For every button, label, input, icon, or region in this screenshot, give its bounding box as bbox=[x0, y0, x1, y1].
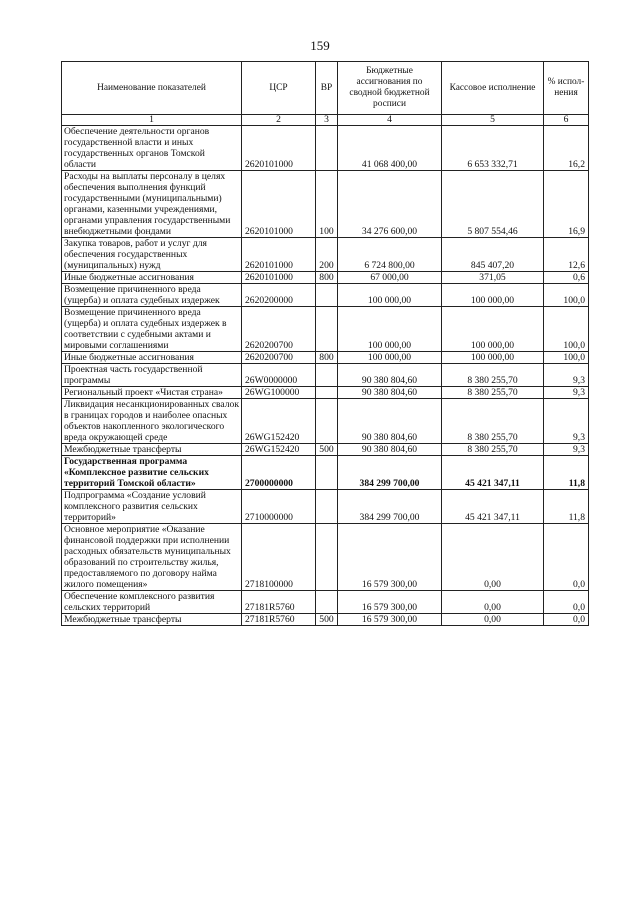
row-budget-cell: 100 000,00 bbox=[338, 284, 442, 307]
budget-table bbox=[61, 61, 589, 626]
row-pct-cell: 9,3 bbox=[544, 364, 589, 387]
row-cash-cell: 45 421 347,11 bbox=[442, 490, 544, 524]
row-pct-cell: 0,6 bbox=[544, 272, 589, 284]
row-name-cell: Межбюджетные трансферты bbox=[62, 444, 242, 456]
row-name-cell: Межбюджетные трансферты bbox=[62, 614, 242, 626]
table-row bbox=[62, 307, 589, 352]
table-row bbox=[62, 126, 589, 171]
row-vr-cell bbox=[316, 126, 338, 171]
table-row bbox=[62, 456, 589, 490]
row-vr-cell bbox=[316, 456, 338, 490]
row-vr-cell: 500 bbox=[316, 614, 338, 626]
row-budget-cell: 34 276 600,00 bbox=[338, 171, 442, 238]
row-vr-cell: 100 bbox=[316, 171, 338, 238]
row-pct-cell: 100,0 bbox=[544, 307, 589, 352]
row-pct-cell: 16,9 bbox=[544, 171, 589, 238]
row-csr-cell: 2620200700 bbox=[242, 352, 316, 364]
row-csr-cell: 2620101000 bbox=[242, 272, 316, 284]
table-row bbox=[62, 614, 589, 626]
row-vr-cell bbox=[316, 524, 338, 591]
row-name-cell: Ликвидация несанкционированных свалок в границах городов и наиболее опасных объектов накопленного экологического вреда окружающей среде bbox=[62, 399, 242, 444]
table-body bbox=[62, 126, 589, 626]
row-name-cell: Иные бюджетные ассигнования bbox=[62, 272, 242, 284]
row-name-cell: Региональный проект «Чистая страна» bbox=[62, 387, 242, 399]
row-cash-cell: 100 000,00 bbox=[442, 352, 544, 364]
row-csr-cell: 2700000000 bbox=[242, 456, 316, 490]
header-name: Наименование показателей bbox=[62, 62, 242, 115]
row-budget-cell: 384 299 700,00 bbox=[338, 456, 442, 490]
row-pct-cell: 11,8 bbox=[544, 490, 589, 524]
table-row bbox=[62, 238, 589, 272]
table-row bbox=[62, 387, 589, 399]
row-name-cell: Иные бюджетные ассигнования bbox=[62, 352, 242, 364]
row-cash-cell: 8 380 255,70 bbox=[442, 399, 544, 444]
row-vr-cell bbox=[316, 387, 338, 399]
header-budget: Бюджетные ассигнования по сводной бюджетной росписи bbox=[338, 62, 442, 115]
row-cash-cell: 0,00 bbox=[442, 591, 544, 614]
row-csr-cell: 26W0000000 bbox=[242, 364, 316, 387]
row-pct-cell: 9,3 bbox=[544, 444, 589, 456]
row-vr-cell: 200 bbox=[316, 238, 338, 272]
column-number: 3 bbox=[316, 115, 338, 126]
row-pct-cell: 0,0 bbox=[544, 524, 589, 591]
row-pct-cell: 12,6 bbox=[544, 238, 589, 272]
column-number: 5 bbox=[442, 115, 544, 126]
header-csr: ЦСР bbox=[242, 62, 316, 115]
table-row bbox=[62, 364, 589, 387]
column-number: 1 bbox=[62, 115, 242, 126]
row-name-cell: Закупка товаров, работ и услуг для обеспечения государственных (муниципальных) нужд bbox=[62, 238, 242, 272]
table-row bbox=[62, 284, 589, 307]
row-pct-cell: 0,0 bbox=[544, 591, 589, 614]
row-budget-cell: 67 000,00 bbox=[338, 272, 442, 284]
row-vr-cell bbox=[316, 284, 338, 307]
row-vr-cell: 800 bbox=[316, 272, 338, 284]
column-number-row bbox=[62, 115, 589, 126]
row-cash-cell: 100 000,00 bbox=[442, 284, 544, 307]
row-csr-cell: 2620101000 bbox=[242, 171, 316, 238]
row-budget-cell: 6 724 800,00 bbox=[338, 238, 442, 272]
row-budget-cell: 41 068 400,00 bbox=[338, 126, 442, 171]
row-pct-cell: 9,3 bbox=[544, 399, 589, 444]
column-number: 6 bbox=[544, 115, 589, 126]
row-cash-cell: 45 421 347,11 bbox=[442, 456, 544, 490]
row-budget-cell: 90 380 804,60 bbox=[338, 399, 442, 444]
row-vr-cell bbox=[316, 490, 338, 524]
row-budget-cell: 16 579 300,00 bbox=[338, 591, 442, 614]
row-pct-cell: 9,3 bbox=[544, 387, 589, 399]
row-cash-cell: 845 407,20 bbox=[442, 238, 544, 272]
row-budget-cell: 16 579 300,00 bbox=[338, 524, 442, 591]
row-vr-cell: 800 bbox=[316, 352, 338, 364]
table-header-row bbox=[62, 62, 589, 115]
row-csr-cell: 2620101000 bbox=[242, 238, 316, 272]
row-vr-cell bbox=[316, 307, 338, 352]
column-number: 4 bbox=[338, 115, 442, 126]
row-cash-cell: 8 380 255,70 bbox=[442, 364, 544, 387]
row-pct-cell: 100,0 bbox=[544, 284, 589, 307]
row-pct-cell: 100,0 bbox=[544, 352, 589, 364]
row-pct-cell: 11,8 bbox=[544, 456, 589, 490]
row-vr-cell bbox=[316, 591, 338, 614]
row-cash-cell: 0,00 bbox=[442, 614, 544, 626]
row-budget-cell: 16 579 300,00 bbox=[338, 614, 442, 626]
row-csr-cell: 2620200000 bbox=[242, 284, 316, 307]
row-cash-cell: 8 380 255,70 bbox=[442, 387, 544, 399]
row-cash-cell: 371,05 bbox=[442, 272, 544, 284]
table-row bbox=[62, 490, 589, 524]
row-budget-cell: 100 000,00 bbox=[338, 307, 442, 352]
table-row bbox=[62, 171, 589, 238]
row-vr-cell: 500 bbox=[316, 444, 338, 456]
row-csr-cell: 26WG100000 bbox=[242, 387, 316, 399]
row-vr-cell bbox=[316, 364, 338, 387]
row-name-cell: Государственная программа «Комплексное развитие сельских территорий Томской области» bbox=[62, 456, 242, 490]
row-name-cell: Проектная часть государственной программы bbox=[62, 364, 242, 387]
table-row bbox=[62, 591, 589, 614]
row-cash-cell: 8 380 255,70 bbox=[442, 444, 544, 456]
row-csr-cell: 2718100000 bbox=[242, 524, 316, 591]
row-name-cell: Обеспечение деятельности органов государственной власти и иных государственных органов Томской области bbox=[62, 126, 242, 171]
row-name-cell: Подпрограмма «Создание условий комплексного развития сельских территорий» bbox=[62, 490, 242, 524]
row-cash-cell: 0,00 bbox=[442, 524, 544, 591]
row-budget-cell: 90 380 804,60 bbox=[338, 364, 442, 387]
row-budget-cell: 100 000,00 bbox=[338, 352, 442, 364]
row-name-cell: Основное мероприятие «Оказание финансовой поддержки при исполнении расходных обязательств муниципальных образований по строительству жилья, предоставляемого по договору найма жилого помещения» bbox=[62, 524, 242, 591]
table-row bbox=[62, 352, 589, 364]
table-row bbox=[62, 272, 589, 284]
row-pct-cell: 0,0 bbox=[544, 614, 589, 626]
table-row bbox=[62, 524, 589, 591]
header-cash: Кассовое исполнение bbox=[442, 62, 544, 115]
page-number: 159 bbox=[310, 38, 330, 53]
row-cash-cell: 5 807 554,46 bbox=[442, 171, 544, 238]
row-csr-cell: 27181R5760 bbox=[242, 614, 316, 626]
column-number: 2 bbox=[242, 115, 316, 126]
row-name-cell: Обеспечение комплексного развития сельских территорий bbox=[62, 591, 242, 614]
row-cash-cell: 6 653 332,71 bbox=[442, 126, 544, 171]
row-name-cell: Расходы на выплаты персоналу в целях обеспечения выполнения функций государственными (муниципальными) органами, казенными учреждениями, органами управления государственными внебюджетными фондами bbox=[62, 171, 242, 238]
row-name-cell: Возмещение причиненного вреда (ущерба) и оплата судебных издержек bbox=[62, 284, 242, 307]
row-csr-cell: 27181R5760 bbox=[242, 591, 316, 614]
row-csr-cell: 2710000000 bbox=[242, 490, 316, 524]
table-row bbox=[62, 399, 589, 444]
table-row bbox=[62, 444, 589, 456]
row-budget-cell: 90 380 804,60 bbox=[338, 387, 442, 399]
header-vr: ВР bbox=[316, 62, 338, 115]
row-pct-cell: 16,2 bbox=[544, 126, 589, 171]
row-csr-cell: 26WG152420 bbox=[242, 444, 316, 456]
row-budget-cell: 90 380 804,60 bbox=[338, 444, 442, 456]
row-cash-cell: 100 000,00 bbox=[442, 307, 544, 352]
row-budget-cell: 384 299 700,00 bbox=[338, 490, 442, 524]
row-name-cell: Возмещение причиненного вреда (ущерба) и оплата судебных издержек в соответствии с судебными актами и мировыми соглашениями bbox=[62, 307, 242, 352]
row-csr-cell: 2620101000 bbox=[242, 126, 316, 171]
header-pct: % испол-нения bbox=[544, 62, 589, 115]
row-csr-cell: 2620200700 bbox=[242, 307, 316, 352]
row-vr-cell bbox=[316, 399, 338, 444]
row-csr-cell: 26WG152420 bbox=[242, 399, 316, 444]
